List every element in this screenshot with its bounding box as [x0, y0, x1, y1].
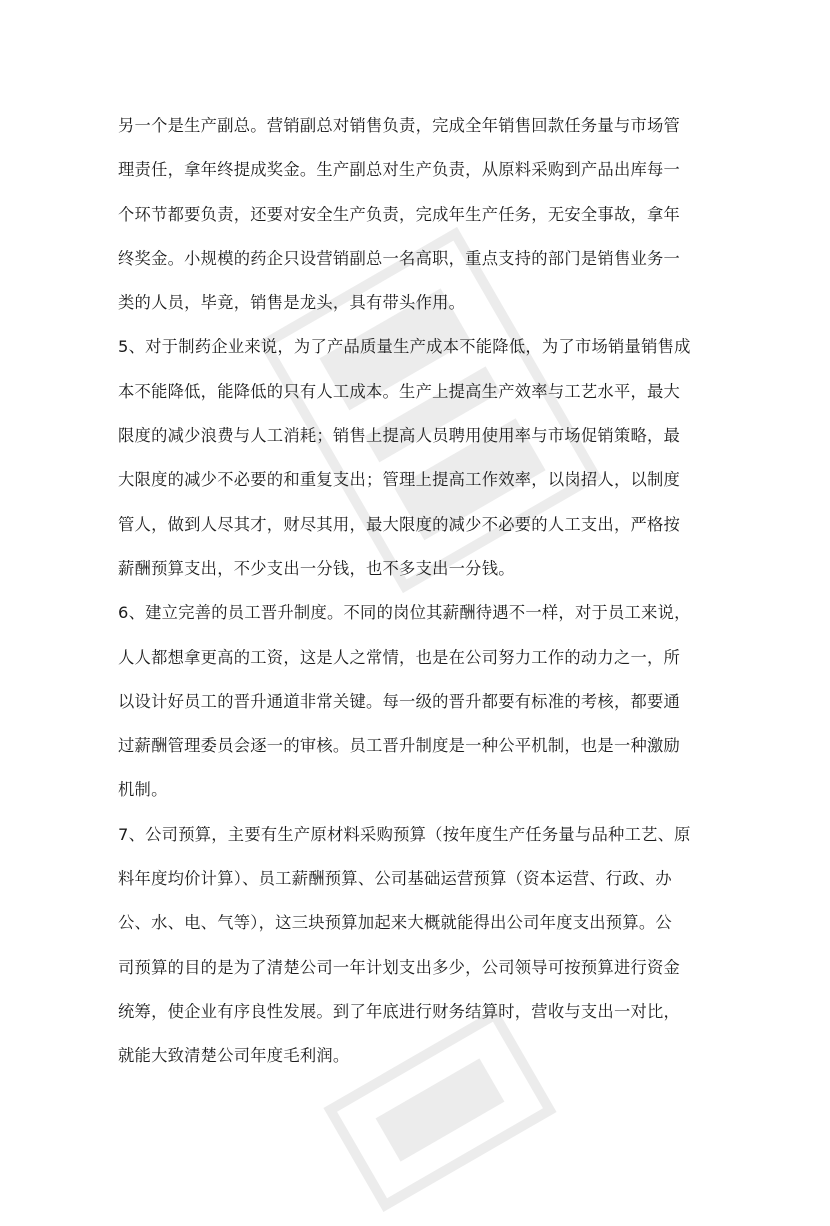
text-line: 公、水、电、气等），这三块预算加起来大概就能得出公司年度支出预算。公 [118, 913, 672, 933]
text-line: 薪酬预算支出，不少支出一分钱，也不多支出一分钱。 [118, 558, 515, 578]
text-line: 统筹，使企业有序良性发展。到了年底进行财务结算时，营收与支出一对比， [118, 1001, 681, 1021]
text-line: 机制。 [118, 780, 168, 800]
text-line: 管人，做到人尽其才，财尽其用，最大限度的减少不必要的人工支出，严格按 [118, 514, 681, 534]
paragraph-6 [118, 591, 720, 812]
text-line: 人人都想拿更高的工资，这是人之常情，也是在公司努力工作的动力之一，所 [118, 647, 681, 667]
text-line: 个环节都要负责，还要对安全生产负责，完成年生产任务，无安全事故，拿年 [118, 204, 681, 224]
paragraph-1 [118, 104, 720, 325]
text-line: 大限度的减少不必要的和重复支出；管理上提高工作效率，以岗招人，以制度 [118, 470, 681, 490]
text-line: 就能大致清楚公司年度毛利润。 [118, 1046, 350, 1066]
text-line: 另一个是生产副总。营销副总对销售负责，完成全年销售回款任务量与市场管 [118, 116, 681, 135]
text-line: 本不能降低，能降低的只有人工成本。生产上提高生产效率与工艺水平，最大 [118, 381, 681, 401]
text-line: 7、公司预算，主要有生产原材料采购预算（按年度生产任务量与品种工艺、原 [118, 824, 691, 844]
text-line: 司预算的目的是为了清楚公司一年计划支出多少，公司领导可按预算进行资金 [118, 957, 681, 977]
text-line: 5、对于制药企业来说，为了产品质量生产成本不能降低，为了市场销量销售成 [118, 337, 691, 357]
text-line: 类的人员，毕竟，销售是龙头，具有带头作用。 [118, 293, 466, 313]
paragraph-7 [118, 813, 720, 1079]
text-line: 限度的减少浪费与人工消耗；销售上提高人员聘用使用率与市场促销策略，最 [118, 426, 681, 446]
text-line: 料年度均价计算）、员工薪酬预算、公司基础运营预算（资本运营、行政、办 [118, 869, 672, 889]
document-body [118, 104, 720, 1079]
text-line: 理责任，拿年终提成奖金。生产副总对生产负责，从原料采购到产品出库每一 [118, 160, 681, 180]
text-line: 终奖金。小规模的药企只设营销副总一名高职，重点支持的部门是销售业务一 [118, 248, 681, 268]
text-line: 6、建立完善的员工晋升制度。不同的岗位其薪酬待遇不一样，对于员工来说， [118, 603, 691, 623]
paragraph-5 [118, 325, 720, 591]
text-line: 过薪酬管理委员会逐一的审核。员工晋升制度是一种公平机制，也是一种激励 [118, 736, 681, 756]
text-line: 以设计好员工的晋升通道非常关键。每一级的晋升都要有标准的考核，都要通 [118, 691, 681, 711]
